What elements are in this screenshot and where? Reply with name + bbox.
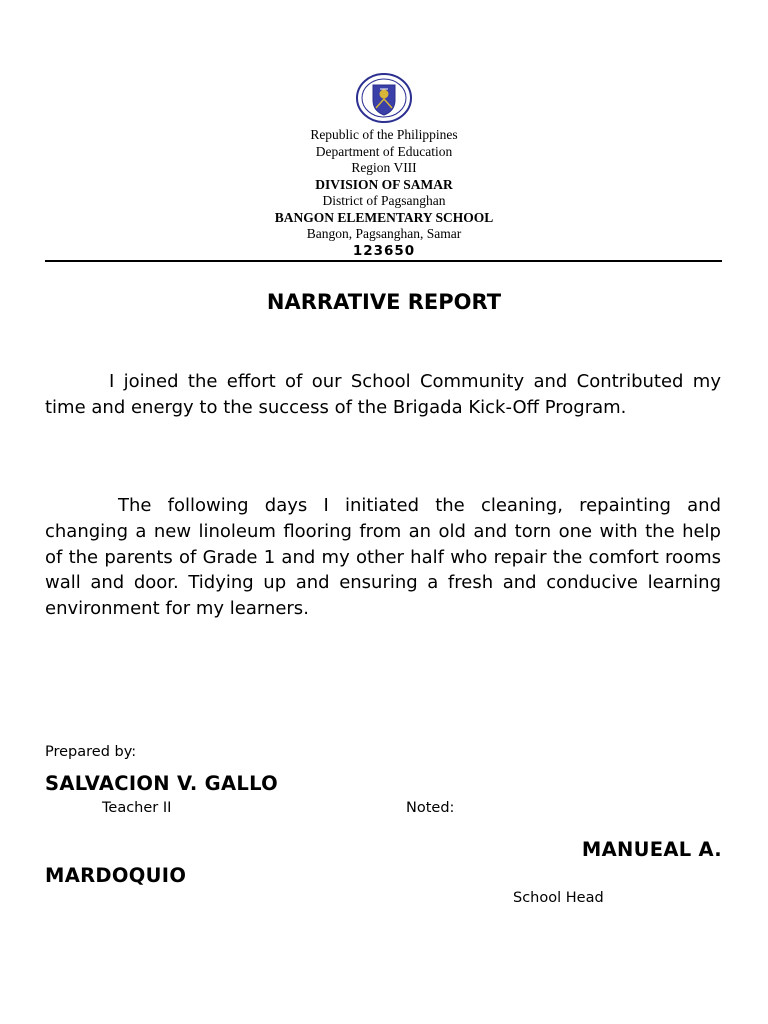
deped-seal-icon (354, 72, 414, 124)
report-title: NARRATIVE REPORT (266, 290, 502, 314)
school-head-name-line2: MARDOQUIO (45, 864, 187, 887)
department-line: Department of Education (315, 143, 453, 159)
header-divider (45, 260, 722, 262)
preparer-name: SALVACION V. GALLO (45, 772, 278, 795)
paragraph-1-text: I joined the effort of our School Community and Contributed my time and energy to the success of the Brigada Kick-Off Program. (45, 371, 721, 418)
noted-label: Noted: (406, 800, 455, 816)
paragraph-2 (45, 493, 721, 622)
region-line: Region VIII (351, 160, 417, 175)
school-head-name-line1: MANUEAL A. (581, 838, 722, 861)
country-line: Republic of the Philippines (310, 127, 458, 142)
school-name: BANGON ELEMENTARY SCHOOL (274, 209, 494, 225)
district-line: District of Pagsanghan (322, 193, 446, 208)
paragraph-2-text: The following days I initiated the cleaning, repainting and changing a new linoleum flooring from an old and torn one with the help of the parents of Grade 1 and my other half who repair the comfort rooms wall and door. Tidying up and ensuring a fresh and conducive learning environment for my learners. (45, 495, 721, 620)
letterhead (0, 127, 768, 259)
school-id: 123650 (352, 242, 416, 259)
preparer-position: Teacher II (102, 800, 172, 816)
paragraph-1 (45, 369, 721, 421)
school-address: Bangon, Pagsanghan, Samar (306, 226, 462, 241)
division-line: DIVISION OF SAMAR (315, 176, 453, 192)
school-head-position: School Head (513, 890, 604, 906)
prepared-by-label: Prepared by: (45, 744, 137, 760)
